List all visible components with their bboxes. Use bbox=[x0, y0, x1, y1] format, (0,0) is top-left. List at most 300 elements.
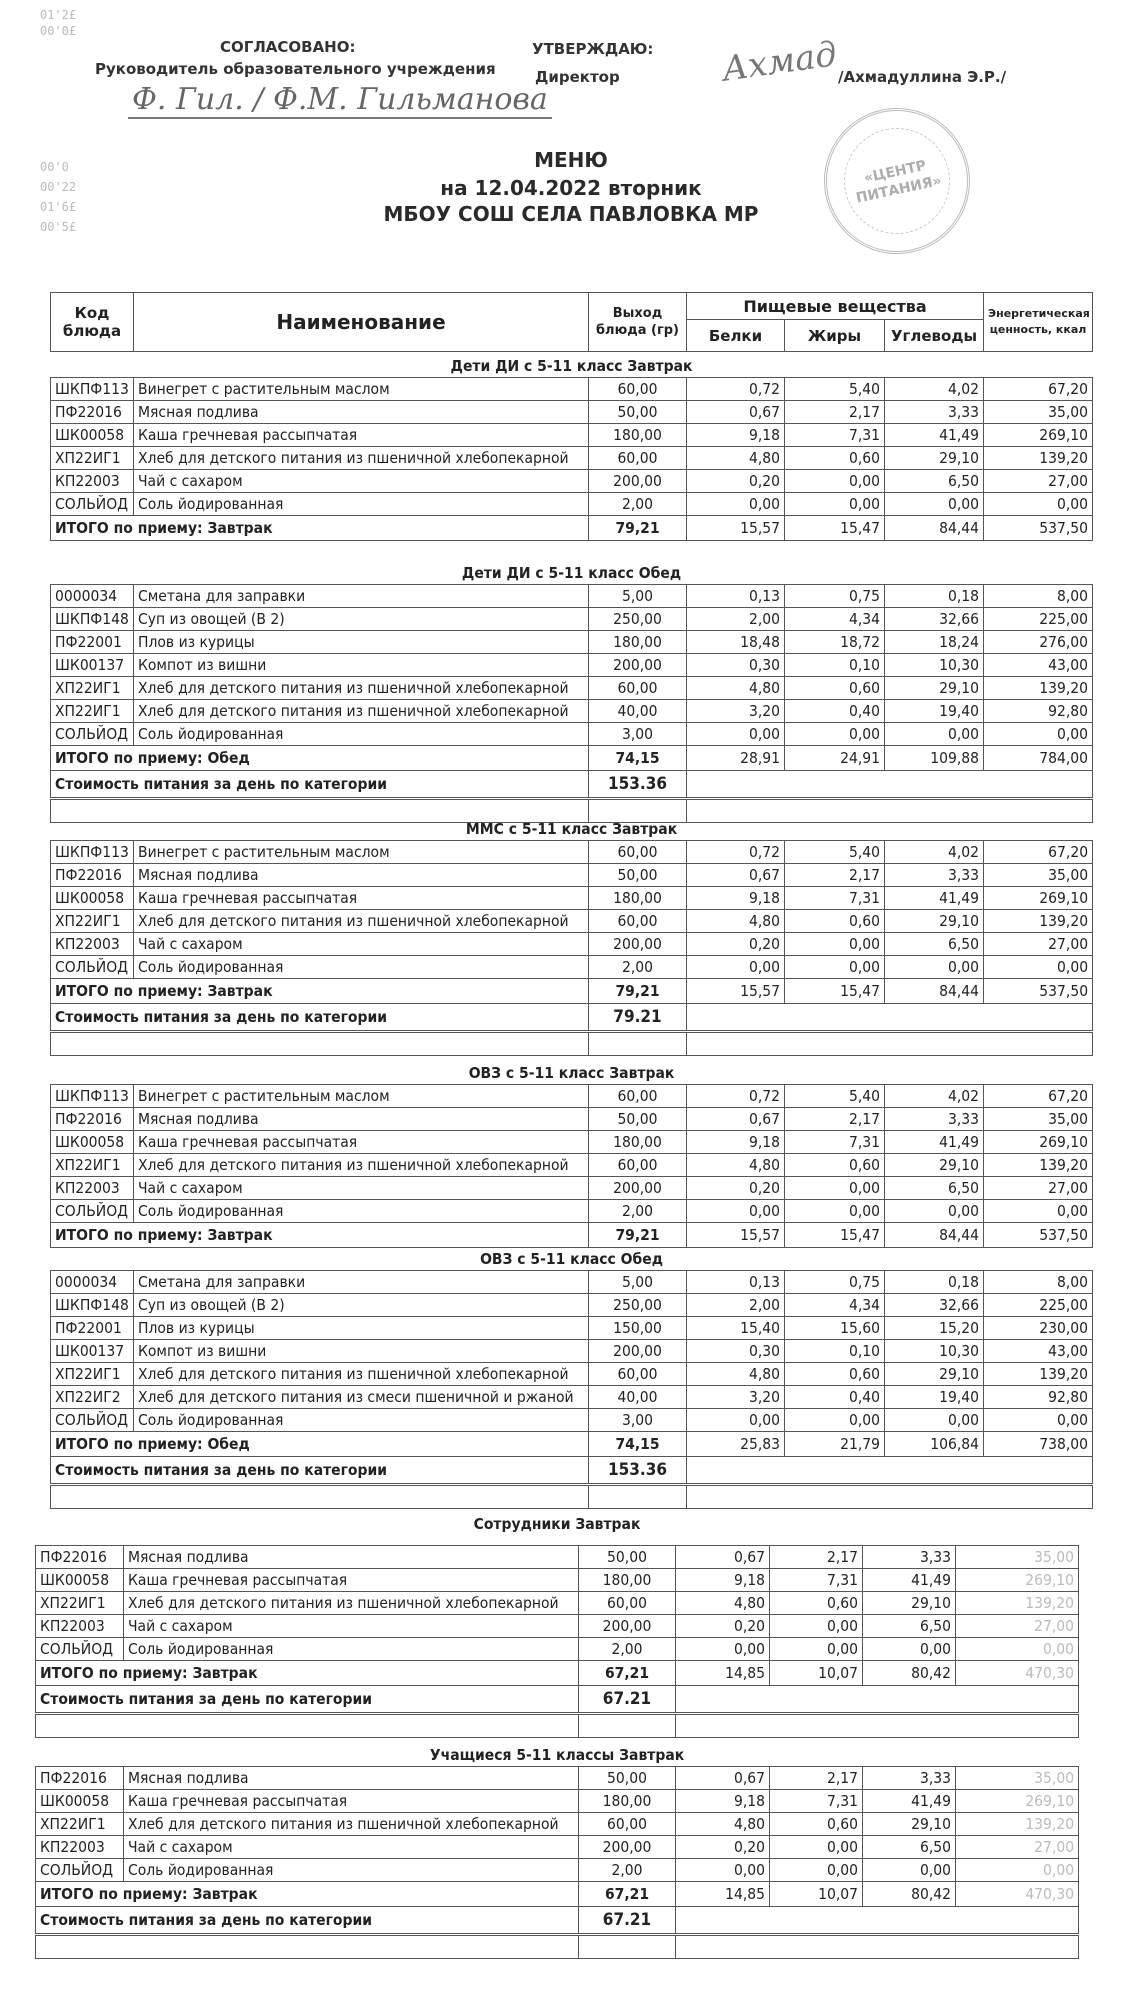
dish-name: Компот из вишни bbox=[134, 654, 589, 677]
total-energy: 537,50 bbox=[984, 1223, 1093, 1248]
dish-carbs: 32,66 bbox=[885, 1294, 984, 1317]
table-row bbox=[51, 1108, 1093, 1131]
dish-output: 180,00 bbox=[579, 1790, 676, 1813]
dish-output: 60,00 bbox=[589, 910, 687, 933]
dish-output: 3,00 bbox=[589, 723, 687, 746]
dish-protein: 2,00 bbox=[687, 608, 785, 631]
dish-energy: 0,00 bbox=[984, 956, 1093, 979]
dish-name: Винегрет с растительным маслом bbox=[134, 1085, 589, 1108]
daily-cost-value: 153.36 bbox=[589, 771, 687, 799]
dish-protein: 0,67 bbox=[676, 1767, 770, 1790]
dish-name: Суп из овощей (В 2) bbox=[134, 608, 589, 631]
dish-code: ХП22ИГ1 bbox=[36, 1592, 124, 1615]
dish-name: Соль йодированная bbox=[134, 1409, 589, 1432]
dish-fat: 5,40 bbox=[785, 378, 885, 401]
dish-output: 3,00 bbox=[589, 1409, 687, 1432]
stamp-text: «ЦЕНТР ПИТАНИЯ» bbox=[854, 157, 944, 207]
col-code: Код блюда bbox=[51, 293, 134, 352]
blank-cell bbox=[36, 1935, 579, 1959]
total-energy: 470,30 bbox=[956, 1882, 1079, 1907]
dish-energy: 0,00 bbox=[956, 1638, 1079, 1661]
table-row bbox=[51, 378, 1093, 401]
dish-fat: 0,60 bbox=[785, 910, 885, 933]
dish-carbs: 32,66 bbox=[885, 608, 984, 631]
table-row bbox=[51, 401, 1093, 424]
dish-energy: 35,00 bbox=[956, 1546, 1079, 1569]
dish-protein: 0,20 bbox=[676, 1836, 770, 1859]
dish-protein: 0,13 bbox=[687, 585, 785, 608]
table-row bbox=[51, 493, 1093, 516]
table-row bbox=[36, 1569, 1079, 1592]
dish-protein: 0,72 bbox=[687, 378, 785, 401]
dish-output: 2,00 bbox=[589, 493, 687, 516]
dish-protein: 0,67 bbox=[676, 1546, 770, 1569]
dish-fat: 0,00 bbox=[785, 1200, 885, 1223]
section-title: Дети ДИ с 5-11 класс Обед bbox=[461, 564, 682, 582]
blank-cell bbox=[51, 1032, 589, 1056]
dish-energy: 139,20 bbox=[984, 1154, 1093, 1177]
table-row bbox=[51, 1409, 1093, 1432]
dish-protein: 0,72 bbox=[687, 1085, 785, 1108]
dish-fat: 15,60 bbox=[785, 1317, 885, 1340]
daily-cost-empty bbox=[676, 1686, 1079, 1714]
dish-carbs: 0,00 bbox=[863, 1859, 956, 1882]
table-row bbox=[51, 631, 1093, 654]
dish-carbs: 0,00 bbox=[885, 1200, 984, 1223]
dish-code: 0000034 bbox=[51, 1271, 134, 1294]
dish-fat: 0,00 bbox=[785, 1409, 885, 1432]
daily-cost-label: Стоимость питания за день по категории bbox=[36, 1686, 579, 1714]
dish-code: ШК00058 bbox=[51, 887, 134, 910]
dish-name: Хлеб для детского питания из пшеничной хлебопекарной bbox=[134, 447, 589, 470]
dish-energy: 92,80 bbox=[984, 700, 1093, 723]
dish-code: ШКПФ113 bbox=[51, 841, 134, 864]
dish-code: ПФ22016 bbox=[51, 1108, 134, 1131]
total-output: 74,15 bbox=[589, 1432, 687, 1457]
dish-name: Соль йодированная bbox=[124, 1859, 579, 1882]
dish-protein: 0,72 bbox=[687, 841, 785, 864]
dish-fat: 0,00 bbox=[785, 1177, 885, 1200]
dish-protein: 0,67 bbox=[687, 1108, 785, 1131]
dish-protein: 0,13 bbox=[687, 1271, 785, 1294]
dish-energy: 139,20 bbox=[984, 447, 1093, 470]
table-row bbox=[36, 1859, 1079, 1882]
daily-cost-value: 79.21 bbox=[589, 1004, 687, 1032]
table-row bbox=[36, 1615, 1079, 1638]
dish-energy: 276,00 bbox=[984, 631, 1093, 654]
dish-output: 200,00 bbox=[589, 933, 687, 956]
blank-row bbox=[36, 1935, 1079, 1959]
dish-protein: 4,80 bbox=[676, 1592, 770, 1615]
dish-protein: 4,80 bbox=[687, 677, 785, 700]
menu-section-table bbox=[35, 1503, 1079, 1738]
total-row bbox=[51, 1223, 1093, 1248]
dish-protein: 9,18 bbox=[687, 1131, 785, 1154]
dish-energy: 92,80 bbox=[984, 1386, 1093, 1409]
total-row bbox=[36, 1882, 1079, 1907]
dish-code: СОЛЬЙОД bbox=[51, 723, 134, 746]
dish-name: Каша гречневая рассыпчатая bbox=[124, 1790, 579, 1813]
dish-fat: 0,60 bbox=[770, 1592, 863, 1615]
table-row bbox=[51, 1340, 1093, 1363]
dish-energy: 269,10 bbox=[956, 1569, 1079, 1592]
blank-cell bbox=[36, 1714, 579, 1738]
blank-cell bbox=[579, 1935, 676, 1959]
section-title-row bbox=[51, 1062, 1093, 1085]
table-row bbox=[51, 1085, 1093, 1108]
dish-protein: 4,80 bbox=[687, 1363, 785, 1386]
dish-name: Хлеб для детского питания из пшеничной хлебопекарной bbox=[134, 700, 589, 723]
dish-output: 50,00 bbox=[579, 1767, 676, 1790]
dish-energy: 43,00 bbox=[984, 1340, 1093, 1363]
dish-fat: 0,00 bbox=[785, 723, 885, 746]
dish-code: ХП22ИГ1 bbox=[51, 1363, 134, 1386]
dish-output: 5,00 bbox=[589, 585, 687, 608]
table-row bbox=[51, 1154, 1093, 1177]
dish-code: ШКПФ148 bbox=[51, 608, 134, 631]
dish-energy: 139,20 bbox=[984, 677, 1093, 700]
dish-fat: 0,10 bbox=[785, 654, 885, 677]
daily-cost-value: 153.36 bbox=[589, 1457, 687, 1485]
total-energy: 784,00 bbox=[984, 746, 1093, 771]
section-title-row bbox=[36, 1503, 1079, 1546]
dish-protein: 3,20 bbox=[687, 1386, 785, 1409]
dish-name: Мясная подлива bbox=[134, 401, 589, 424]
dish-energy: 269,10 bbox=[984, 424, 1093, 447]
dish-name: Плов из курицы bbox=[134, 1317, 589, 1340]
table-row bbox=[51, 956, 1093, 979]
daily-cost-empty bbox=[687, 1457, 1093, 1485]
dish-fat: 0,10 bbox=[785, 1340, 885, 1363]
total-carbs: 80,42 bbox=[863, 1882, 956, 1907]
dish-name: Винегрет с растительным маслом bbox=[134, 841, 589, 864]
dish-carbs: 0,00 bbox=[885, 493, 984, 516]
dish-energy: 35,00 bbox=[984, 1108, 1093, 1131]
dish-fat: 0,60 bbox=[770, 1813, 863, 1836]
dish-code: ХП22ИГ1 bbox=[51, 447, 134, 470]
dish-fat: 7,31 bbox=[785, 1131, 885, 1154]
dish-fat: 7,31 bbox=[785, 424, 885, 447]
section-title-row bbox=[51, 1248, 1093, 1271]
dish-carbs: 41,49 bbox=[863, 1569, 956, 1592]
section-title-row bbox=[36, 1744, 1079, 1767]
dish-protein: 0,67 bbox=[687, 864, 785, 887]
dish-carbs: 29,10 bbox=[885, 677, 984, 700]
total-label: ИТОГО по приему: Завтрак bbox=[51, 516, 589, 541]
table-row bbox=[51, 447, 1093, 470]
dish-fat: 18,72 bbox=[785, 631, 885, 654]
dish-protein: 18,48 bbox=[687, 631, 785, 654]
dish-carbs: 3,33 bbox=[885, 1108, 984, 1131]
dish-name: Чай с сахаром bbox=[134, 1177, 589, 1200]
dish-output: 60,00 bbox=[579, 1813, 676, 1836]
dish-output: 60,00 bbox=[579, 1592, 676, 1615]
dish-carbs: 0,00 bbox=[885, 723, 984, 746]
dish-carbs: 18,24 bbox=[885, 631, 984, 654]
col-carbs: Углеводы bbox=[885, 320, 984, 352]
dish-fat: 4,34 bbox=[785, 1294, 885, 1317]
daily-cost-row bbox=[51, 1004, 1093, 1032]
dish-output: 180,00 bbox=[589, 1131, 687, 1154]
table-row bbox=[51, 887, 1093, 910]
dish-carbs: 6,50 bbox=[863, 1836, 956, 1859]
dish-carbs: 29,10 bbox=[885, 1154, 984, 1177]
margin-artifact: 01'2£ bbox=[40, 8, 77, 22]
section-title-row bbox=[51, 818, 1093, 841]
dish-name: Соль йодированная bbox=[134, 1200, 589, 1223]
doc-title: МЕНЮ bbox=[534, 148, 608, 172]
dish-energy: 139,20 bbox=[956, 1813, 1079, 1836]
dish-energy: 269,10 bbox=[984, 887, 1093, 910]
dish-carbs: 29,10 bbox=[863, 1813, 956, 1836]
total-fat: 15,47 bbox=[785, 1223, 885, 1248]
dish-name: Хлеб для детского питания из пшеничной хлебопекарной bbox=[134, 910, 589, 933]
dish-code: ШК00058 bbox=[51, 424, 134, 447]
dish-output: 60,00 bbox=[589, 1154, 687, 1177]
dish-output: 250,00 bbox=[589, 1294, 687, 1317]
dish-carbs: 3,33 bbox=[885, 401, 984, 424]
total-output: 67,21 bbox=[579, 1661, 676, 1686]
daily-cost-value: 67.21 bbox=[579, 1907, 676, 1935]
dish-fat: 2,17 bbox=[785, 401, 885, 424]
daily-cost-empty bbox=[687, 1004, 1093, 1032]
dish-output: 200,00 bbox=[589, 654, 687, 677]
total-energy: 537,50 bbox=[984, 516, 1093, 541]
table-row bbox=[36, 1767, 1079, 1790]
menu-section-table bbox=[50, 1062, 1093, 1248]
dish-code: КП22003 bbox=[36, 1836, 124, 1859]
dish-code: ШК00058 bbox=[51, 1131, 134, 1154]
dish-energy: 35,00 bbox=[984, 864, 1093, 887]
dish-code: ПФ22016 bbox=[51, 401, 134, 424]
agreed-label: СОГЛАСОВАНО: bbox=[220, 38, 356, 56]
dish-code: ШК00137 bbox=[51, 1340, 134, 1363]
dish-protein: 0,00 bbox=[687, 1409, 785, 1432]
total-fat: 15,47 bbox=[785, 516, 885, 541]
dish-protein: 9,18 bbox=[687, 887, 785, 910]
total-label: ИТОГО по приему: Обед bbox=[51, 1432, 589, 1457]
dish-protein: 0,30 bbox=[687, 654, 785, 677]
blank-cell bbox=[579, 1714, 676, 1738]
dish-code: ШКПФ113 bbox=[51, 1085, 134, 1108]
margin-artifact: 00'0 bbox=[40, 160, 69, 174]
table-row bbox=[36, 1836, 1079, 1859]
dish-output: 2,00 bbox=[589, 956, 687, 979]
dish-carbs: 41,49 bbox=[863, 1790, 956, 1813]
dish-output: 60,00 bbox=[589, 1363, 687, 1386]
dish-name: Хлеб для детского питания из пшеничной хлебопекарной bbox=[124, 1592, 579, 1615]
total-row bbox=[51, 1432, 1093, 1457]
dish-name: Соль йодированная bbox=[134, 956, 589, 979]
total-output: 79,21 bbox=[589, 516, 687, 541]
margin-artifact: 01'6£ bbox=[40, 200, 77, 214]
table-row bbox=[51, 1200, 1093, 1223]
dish-fat: 0,00 bbox=[770, 1615, 863, 1638]
section-title: ММС с 5-11 класс Завтрак bbox=[465, 820, 678, 838]
table-row bbox=[36, 1638, 1079, 1661]
dish-output: 50,00 bbox=[589, 1108, 687, 1131]
dish-code: ПФ22001 bbox=[51, 1317, 134, 1340]
total-output: 79,21 bbox=[589, 979, 687, 1004]
col-protein: Белки bbox=[687, 320, 785, 352]
total-carbs: 84,44 bbox=[885, 516, 984, 541]
table-row bbox=[36, 1813, 1079, 1836]
dish-output: 200,00 bbox=[579, 1836, 676, 1859]
total-row bbox=[51, 979, 1093, 1004]
table-row bbox=[51, 585, 1093, 608]
doc-school: МБОУ СОШ СЕЛА ПАВЛОВКА МР bbox=[383, 202, 759, 226]
approve-name: /Ахмадуллина Э.Р./ bbox=[838, 68, 1007, 86]
dish-energy: 27,00 bbox=[984, 933, 1093, 956]
dish-code: КП22003 bbox=[51, 470, 134, 493]
dish-carbs: 6,50 bbox=[885, 933, 984, 956]
daily-cost-empty bbox=[676, 1907, 1079, 1935]
dish-name: Мясная подлива bbox=[134, 864, 589, 887]
column-header-table bbox=[50, 292, 1093, 352]
dish-name: Каша гречневая рассыпчатая bbox=[134, 887, 589, 910]
dish-carbs: 4,02 bbox=[885, 378, 984, 401]
total-label: ИТОГО по приему: Завтрак bbox=[36, 1661, 579, 1686]
margin-artifact: 00'0£ bbox=[40, 24, 77, 38]
dish-energy: 139,20 bbox=[956, 1592, 1079, 1615]
menu-section-table bbox=[50, 1248, 1093, 1509]
table-row bbox=[36, 1546, 1079, 1569]
total-protein: 15,57 bbox=[687, 979, 785, 1004]
total-carbs: 109,88 bbox=[885, 746, 984, 771]
dish-protein: 4,80 bbox=[687, 1154, 785, 1177]
dish-fat: 7,31 bbox=[770, 1569, 863, 1592]
dish-protein: 15,40 bbox=[687, 1317, 785, 1340]
dish-fat: 2,17 bbox=[785, 864, 885, 887]
dish-output: 200,00 bbox=[589, 1340, 687, 1363]
dish-carbs: 6,50 bbox=[863, 1615, 956, 1638]
dish-fat: 4,34 bbox=[785, 608, 885, 631]
dish-fat: 0,00 bbox=[770, 1638, 863, 1661]
dish-name: Хлеб для детского питания из пшеничной хлебопекарной bbox=[134, 1363, 589, 1386]
blank-cell bbox=[687, 1032, 1093, 1056]
dish-energy: 225,00 bbox=[984, 1294, 1093, 1317]
dish-fat: 0,60 bbox=[785, 1363, 885, 1386]
dish-carbs: 19,40 bbox=[885, 700, 984, 723]
total-row bbox=[51, 516, 1093, 541]
dish-energy: 67,20 bbox=[984, 378, 1093, 401]
doc-date: на 12.04.2022 вторник bbox=[440, 176, 702, 200]
dish-carbs: 0,18 bbox=[885, 1271, 984, 1294]
col-nutrients: Пищевые вещества bbox=[687, 293, 984, 320]
dish-protein: 0,20 bbox=[676, 1615, 770, 1638]
dish-fat: 7,31 bbox=[785, 887, 885, 910]
dish-energy: 269,10 bbox=[984, 1131, 1093, 1154]
dish-name: Сметана для заправки bbox=[134, 1271, 589, 1294]
total-fat: 24,91 bbox=[785, 746, 885, 771]
table-row bbox=[51, 1386, 1093, 1409]
dish-output: 40,00 bbox=[589, 1386, 687, 1409]
dish-fat: 2,17 bbox=[785, 1108, 885, 1131]
total-carbs: 84,44 bbox=[885, 979, 984, 1004]
dish-name: Винегрет с растительным маслом bbox=[134, 378, 589, 401]
menu-section-table bbox=[50, 562, 1093, 823]
dish-energy: 0,00 bbox=[984, 723, 1093, 746]
dish-output: 60,00 bbox=[589, 447, 687, 470]
total-protein: 15,57 bbox=[687, 1223, 785, 1248]
dish-carbs: 6,50 bbox=[885, 1177, 984, 1200]
dish-name: Сметана для заправки bbox=[134, 585, 589, 608]
dish-output: 150,00 bbox=[589, 1317, 687, 1340]
dish-output: 180,00 bbox=[589, 887, 687, 910]
dish-code: ХП22ИГ2 bbox=[51, 1386, 134, 1409]
dish-name: Хлеб для детского питания из пшеничной хлебопекарной bbox=[134, 1154, 589, 1177]
dish-name: Плов из курицы bbox=[134, 631, 589, 654]
dish-code: СОЛЬЙОД bbox=[51, 956, 134, 979]
margin-artifact: 00'5£ bbox=[40, 220, 77, 234]
table-row bbox=[51, 608, 1093, 631]
dish-name: Мясная подлива bbox=[124, 1546, 579, 1569]
dish-energy: 27,00 bbox=[984, 470, 1093, 493]
dish-output: 60,00 bbox=[589, 841, 687, 864]
dish-code: КП22003 bbox=[51, 1177, 134, 1200]
total-row bbox=[51, 746, 1093, 771]
dish-fat: 0,40 bbox=[785, 700, 885, 723]
dish-energy: 0,00 bbox=[984, 1409, 1093, 1432]
dish-energy: 35,00 bbox=[956, 1767, 1079, 1790]
dish-output: 180,00 bbox=[589, 631, 687, 654]
dish-fat: 0,00 bbox=[785, 470, 885, 493]
dish-energy: 27,00 bbox=[984, 1177, 1093, 1200]
dish-output: 5,00 bbox=[589, 1271, 687, 1294]
dish-energy: 0,00 bbox=[984, 493, 1093, 516]
dish-code: ПФ22016 bbox=[51, 864, 134, 887]
table-row bbox=[51, 723, 1093, 746]
table-row bbox=[36, 1790, 1079, 1813]
dish-code: 0000034 bbox=[51, 585, 134, 608]
approve-role: Директор bbox=[535, 68, 620, 86]
dish-name: Чай с сахаром bbox=[124, 1615, 579, 1638]
table-row bbox=[51, 470, 1093, 493]
table-row bbox=[51, 700, 1093, 723]
dish-carbs: 10,30 bbox=[885, 1340, 984, 1363]
dish-protein: 0,67 bbox=[687, 401, 785, 424]
dish-protein: 0,20 bbox=[687, 933, 785, 956]
dish-fat: 0,00 bbox=[785, 956, 885, 979]
dish-output: 2,00 bbox=[579, 1859, 676, 1882]
dish-name: Чай с сахаром bbox=[134, 933, 589, 956]
dish-carbs: 3,33 bbox=[863, 1546, 956, 1569]
total-label: ИТОГО по приему: Обед bbox=[51, 746, 589, 771]
col-energy: Энергетическая ценность, ккал bbox=[984, 293, 1093, 352]
total-protein: 15,57 bbox=[687, 516, 785, 541]
dish-protein: 0,00 bbox=[687, 956, 785, 979]
total-output: 79,21 bbox=[589, 1223, 687, 1248]
dish-protein: 0,30 bbox=[687, 1340, 785, 1363]
daily-cost-label: Стоимость питания за день по категории bbox=[51, 771, 589, 799]
dish-name: Каша гречневая рассыпчатая bbox=[124, 1569, 579, 1592]
section-title: Дети ДИ с 5-11 класс Завтрак bbox=[450, 357, 693, 375]
total-row bbox=[36, 1661, 1079, 1686]
dish-name: Каша гречневая рассыпчатая bbox=[134, 424, 589, 447]
dish-name: Компот из вишни bbox=[134, 1340, 589, 1363]
dish-energy: 225,00 bbox=[984, 608, 1093, 631]
dish-fat: 5,40 bbox=[785, 841, 885, 864]
dish-fat: 2,17 bbox=[770, 1546, 863, 1569]
dish-code: КП22003 bbox=[36, 1615, 124, 1638]
dish-carbs: 3,33 bbox=[863, 1767, 956, 1790]
section-title-row bbox=[51, 562, 1093, 585]
dish-energy: 35,00 bbox=[984, 401, 1093, 424]
dish-carbs: 29,10 bbox=[885, 447, 984, 470]
dish-output: 2,00 bbox=[579, 1638, 676, 1661]
dish-protein: 3,20 bbox=[687, 700, 785, 723]
approve-signature: Ахмад bbox=[719, 34, 840, 90]
